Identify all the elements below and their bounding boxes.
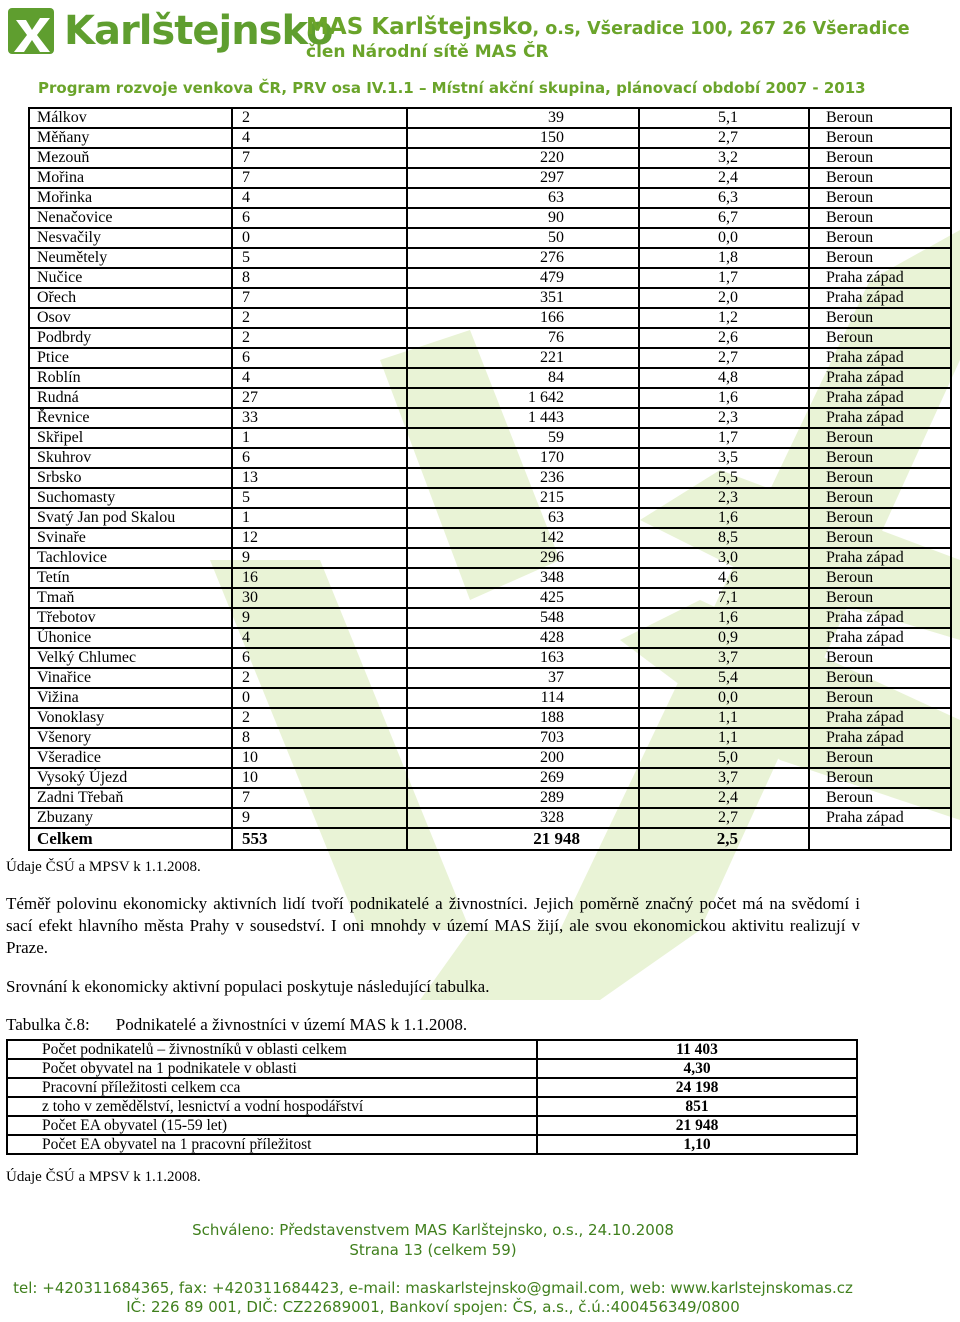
village-name: Ořech xyxy=(29,288,232,308)
table-row xyxy=(29,768,951,788)
col-4-value: 1,6 xyxy=(639,608,809,628)
summary-table-body xyxy=(7,1040,857,1154)
col-4-value: 3,2 xyxy=(639,148,809,168)
col-3-value: 90 xyxy=(407,208,639,228)
village-name: Zadni Třebaň xyxy=(29,788,232,808)
district: Praha západ xyxy=(809,808,951,828)
footer-page-number: Strana 13 (celkem 59) xyxy=(349,1241,517,1259)
village-name: Mořina xyxy=(29,168,232,188)
col-3-value: 63 xyxy=(407,188,639,208)
district: Praha západ xyxy=(809,548,951,568)
district: Beroun xyxy=(809,208,951,228)
table-caption-number: Tabulka č.8: xyxy=(6,1015,90,1034)
table-row xyxy=(29,688,951,708)
table-row xyxy=(29,708,951,728)
table-row xyxy=(29,748,951,768)
col-3-value: 114 xyxy=(407,688,639,708)
table-row xyxy=(29,528,951,548)
table-row xyxy=(29,308,951,328)
district: Beroun xyxy=(809,648,951,668)
col-4-value: 7,1 xyxy=(639,588,809,608)
col-2-value: 2 xyxy=(232,108,407,128)
col-3-value: 221 xyxy=(407,348,639,368)
district: Praha západ xyxy=(809,728,951,748)
village-name: Nenačovice xyxy=(29,208,232,228)
logo-text: Karlštejnsko xyxy=(64,8,333,54)
summary-label: Pracovní příležitosti celkem cca xyxy=(7,1078,537,1097)
col-3-value: 76 xyxy=(407,328,639,348)
col-4-value: 4,6 xyxy=(639,568,809,588)
village-name: Svinaře xyxy=(29,528,232,548)
summary-value: 4,30 xyxy=(537,1059,857,1078)
table-row xyxy=(29,328,951,348)
col-2-value: 9 xyxy=(232,808,407,828)
col-2-value: 6 xyxy=(232,648,407,668)
total-col5 xyxy=(809,828,951,850)
village-name: Mezouň xyxy=(29,148,232,168)
village-name: Roblín xyxy=(29,368,232,388)
col-2-value: 7 xyxy=(232,168,407,188)
district: Praha západ xyxy=(809,268,951,288)
district: Beroun xyxy=(809,748,951,768)
district: Beroun xyxy=(809,688,951,708)
table-row xyxy=(29,148,951,168)
village-name: Všenory xyxy=(29,728,232,748)
table-row xyxy=(29,448,951,468)
col-4-value: 1,1 xyxy=(639,708,809,728)
col-2-value: 6 xyxy=(232,448,407,468)
col-4-value: 0,0 xyxy=(639,688,809,708)
village-name: Tachlovice xyxy=(29,548,232,568)
col-3-value: 59 xyxy=(407,428,639,448)
district: Beroun xyxy=(809,188,951,208)
district: Praha západ xyxy=(809,628,951,648)
table-row xyxy=(29,188,951,208)
col-2-value: 10 xyxy=(232,748,407,768)
col-4-value: 2,3 xyxy=(639,488,809,508)
col-2-value: 10 xyxy=(232,768,407,788)
district: Beroun xyxy=(809,248,951,268)
district: Beroun xyxy=(809,448,951,468)
table-row xyxy=(29,568,951,588)
col-2-value: 13 xyxy=(232,468,407,488)
col-4-value: 2,4 xyxy=(639,168,809,188)
col-3-value: 84 xyxy=(407,368,639,388)
col-4-value: 1,8 xyxy=(639,248,809,268)
col-4-value: 3,7 xyxy=(639,768,809,788)
table-row xyxy=(29,348,951,368)
table-row xyxy=(7,1040,857,1059)
source-note: Údaje ČSÚ a MPSV k 1.1.2008. xyxy=(6,859,201,875)
org-address: , o.s, Všeradice 100, 267 26 Všeradice xyxy=(532,19,910,39)
col-2-value: 33 xyxy=(232,408,407,428)
col-2-value: 30 xyxy=(232,588,407,608)
table-caption-title: Podnikatelé a živnostníci v území MAS k 1.1.2008. xyxy=(115,1015,468,1034)
village-name: Neumětely xyxy=(29,248,232,268)
district: Beroun xyxy=(809,788,951,808)
col-4-value: 1,6 xyxy=(639,508,809,528)
table-row xyxy=(29,648,951,668)
village-name: Řevnice xyxy=(29,408,232,428)
col-3-value: 1 443 xyxy=(407,408,639,428)
col-4-value: 0,0 xyxy=(639,228,809,248)
col-3-value: 276 xyxy=(407,248,639,268)
col-4-value: 8,5 xyxy=(639,528,809,548)
col-2-value: 5 xyxy=(232,248,407,268)
village-name: Mořinka xyxy=(29,188,232,208)
table-row xyxy=(29,268,951,288)
col-2-value: 1 xyxy=(232,508,407,528)
district: Beroun xyxy=(809,148,951,168)
org-name: MAS Karlštejnsko xyxy=(306,14,533,40)
footer-contact: tel: +420311684365, fax: +420311684423, e-mail: maskarlstejnsko@gmail.com, web: www.karlstejnskomas.cz xyxy=(13,1279,853,1297)
table-row xyxy=(7,1116,857,1135)
district: Praha západ xyxy=(809,368,951,388)
col-3-value: 479 xyxy=(407,268,639,288)
col-4-value: 4,8 xyxy=(639,368,809,388)
col-2-value: 7 xyxy=(232,288,407,308)
col-3-value: 188 xyxy=(407,708,639,728)
col-3-value: 1 642 xyxy=(407,388,639,408)
col-3-value: 142 xyxy=(407,528,639,548)
col-4-value: 0,9 xyxy=(639,628,809,648)
col-4-value: 5,0 xyxy=(639,748,809,768)
paragraph: Srovnání k ekonomicky aktivní populaci poskytuje následující tabulka. xyxy=(6,977,490,996)
summary-value: 851 xyxy=(537,1097,857,1116)
col-3-value: 163 xyxy=(407,648,639,668)
summary-value: 1,10 xyxy=(537,1135,857,1154)
village-name: Vižina xyxy=(29,688,232,708)
district: Beroun xyxy=(809,108,951,128)
col-3-value: 703 xyxy=(407,728,639,748)
col-3-value: 200 xyxy=(407,748,639,768)
table-row xyxy=(7,1059,857,1078)
col-3-value: 166 xyxy=(407,308,639,328)
col-2-value: 9 xyxy=(232,548,407,568)
col-2-value: 2 xyxy=(232,308,407,328)
village-name: Velký Chlumec xyxy=(29,648,232,668)
summary-value: 11 403 xyxy=(537,1040,857,1059)
table-row xyxy=(29,488,951,508)
table-row xyxy=(29,248,951,268)
col-4-value: 5,4 xyxy=(639,668,809,688)
col-3-value: 220 xyxy=(407,148,639,168)
footer-approved: Schváleno: Představenstvem MAS Karlštejnsko, o.s., 24.10.2008 xyxy=(192,1221,674,1239)
col-4-value: 5,1 xyxy=(639,108,809,128)
total-col2: 553 xyxy=(232,828,407,850)
table-row xyxy=(29,228,951,248)
col-2-value: 4 xyxy=(232,628,407,648)
table-row xyxy=(29,368,951,388)
col-2-value: 4 xyxy=(232,188,407,208)
total-col3: 21 948 xyxy=(407,828,639,850)
district: Beroun xyxy=(809,768,951,788)
col-2-value: 9 xyxy=(232,608,407,628)
district: Praha západ xyxy=(809,408,951,428)
col-2-value: 16 xyxy=(232,568,407,588)
village-name: Měňany xyxy=(29,128,232,148)
total-row xyxy=(29,828,951,850)
col-2-value: 27 xyxy=(232,388,407,408)
col-4-value: 2,7 xyxy=(639,808,809,828)
village-name: Všeradice xyxy=(29,748,232,768)
col-4-value: 2,7 xyxy=(639,348,809,368)
program-line: Program rozvoje venkova ČR, PRV osa IV.1.1 – Místní akční skupina, plánovací období 2007 - 2013 xyxy=(38,79,866,97)
district: Beroun xyxy=(809,228,951,248)
table-row xyxy=(29,668,951,688)
col-2-value: 7 xyxy=(232,788,407,808)
table-row xyxy=(29,808,951,828)
village-name: Tetín xyxy=(29,568,232,588)
village-name: Málkov xyxy=(29,108,232,128)
summary-label: Počet obyvatel na 1 podnikatele v oblasti xyxy=(7,1059,537,1078)
table-row xyxy=(29,288,951,308)
district: Beroun xyxy=(809,308,951,328)
village-name: Skuhrov xyxy=(29,448,232,468)
village-name: Nesvačily xyxy=(29,228,232,248)
district: Praha západ xyxy=(809,708,951,728)
table-row xyxy=(29,628,951,648)
col-3-value: 351 xyxy=(407,288,639,308)
table-caption xyxy=(6,1015,467,1035)
col-3-value: 50 xyxy=(407,228,639,248)
table-row xyxy=(29,548,951,568)
village-name: Osov xyxy=(29,308,232,328)
summary-value: 21 948 xyxy=(537,1116,857,1135)
district: Beroun xyxy=(809,468,951,488)
villages-table-body xyxy=(29,108,951,828)
org-name-address xyxy=(306,14,910,40)
col-2-value: 6 xyxy=(232,348,407,368)
table-row xyxy=(29,468,951,488)
col-3-value: 328 xyxy=(407,808,639,828)
col-4-value: 3,7 xyxy=(639,648,809,668)
col-4-value: 1,7 xyxy=(639,268,809,288)
table-row xyxy=(7,1078,857,1097)
col-4-value: 2,3 xyxy=(639,408,809,428)
table-row xyxy=(29,128,951,148)
district: Beroun xyxy=(809,568,951,588)
district: Beroun xyxy=(809,168,951,188)
col-3-value: 63 xyxy=(407,508,639,528)
table-row xyxy=(29,608,951,628)
village-name: Třebotov xyxy=(29,608,232,628)
summary-label: z toho v zemědělství, lesnictví a vodní hospodářství xyxy=(7,1097,537,1116)
village-name: Podbrdy xyxy=(29,328,232,348)
col-2-value: 8 xyxy=(232,268,407,288)
col-2-value: 0 xyxy=(232,688,407,708)
table-row xyxy=(29,728,951,748)
table-row xyxy=(29,108,951,128)
village-name: Svatý Jan pod Skalou xyxy=(29,508,232,528)
village-name: Zbuzany xyxy=(29,808,232,828)
col-4-value: 3,5 xyxy=(639,448,809,468)
col-2-value: 4 xyxy=(232,128,407,148)
total-label: Celkem xyxy=(29,828,232,850)
col-3-value: 548 xyxy=(407,608,639,628)
col-3-value: 296 xyxy=(407,548,639,568)
summary-label: Počet podnikatelů – živnostníků v oblasti celkem xyxy=(7,1040,537,1059)
col-4-value: 2,6 xyxy=(639,328,809,348)
table-row xyxy=(29,208,951,228)
total-col4: 2,5 xyxy=(639,828,809,850)
col-3-value: 428 xyxy=(407,628,639,648)
table-row xyxy=(29,388,951,408)
summary-label: Počet EA obyvatel na 1 pracovní příležitost xyxy=(7,1135,537,1154)
village-name: Tmaň xyxy=(29,588,232,608)
district: Beroun xyxy=(809,508,951,528)
table-row xyxy=(29,408,951,428)
district: Beroun xyxy=(809,428,951,448)
col-4-value: 5,5 xyxy=(639,468,809,488)
col-2-value: 1 xyxy=(232,428,407,448)
village-name: Rudná xyxy=(29,388,232,408)
col-3-value: 289 xyxy=(407,788,639,808)
col-4-value: 2,7 xyxy=(639,128,809,148)
summary-label: Počet EA obyvatel (15-59 let) xyxy=(7,1116,537,1135)
col-4-value: 2,4 xyxy=(639,788,809,808)
col-3-value: 150 xyxy=(407,128,639,148)
col-3-value: 236 xyxy=(407,468,639,488)
district: Beroun xyxy=(809,128,951,148)
table-row xyxy=(7,1097,857,1116)
col-2-value: 2 xyxy=(232,708,407,728)
col-3-value: 170 xyxy=(407,448,639,468)
col-2-value: 5 xyxy=(232,488,407,508)
col-4-value: 1,7 xyxy=(639,428,809,448)
district: Beroun xyxy=(809,588,951,608)
table-row xyxy=(29,588,951,608)
summary-value: 24 198 xyxy=(537,1078,857,1097)
village-name: Úhonice xyxy=(29,628,232,648)
col-2-value: 8 xyxy=(232,728,407,748)
district: Beroun xyxy=(809,528,951,548)
paragraph: Téměř polovinu ekonomicky aktivních lidí tvoří podnikatelé a živnostníci. Jejich poměrně značný počet má na svědomí i sací efekt hlavního města Prahy v sousedství. I oni mnohdy v území MAS žijí, ale svou ekonomickou aktivitu realizují v Praze. xyxy=(6,894,860,957)
district: Praha západ xyxy=(809,608,951,628)
col-3-value: 215 xyxy=(407,488,639,508)
district: Praha západ xyxy=(809,348,951,368)
col-4-value: 3,0 xyxy=(639,548,809,568)
karlstejnsko-logo xyxy=(6,6,333,62)
col-3-value: 39 xyxy=(407,108,639,128)
col-2-value: 12 xyxy=(232,528,407,548)
village-name: Vinařice xyxy=(29,668,232,688)
col-2-value: 2 xyxy=(232,328,407,348)
col-2-value: 2 xyxy=(232,668,407,688)
village-name: Ptice xyxy=(29,348,232,368)
org-member: člen Národní sítě MAS ČR xyxy=(306,42,549,62)
footer-ids: IČ: 226 89 001, DIČ: CZ22689001, Bankoví spojen: ČS, a.s., č.ú.:400456349/0800 xyxy=(126,1298,740,1316)
district: Beroun xyxy=(809,488,951,508)
col-3-value: 348 xyxy=(407,568,639,588)
col-3-value: 269 xyxy=(407,768,639,788)
district: Beroun xyxy=(809,668,951,688)
table-row xyxy=(29,168,951,188)
source-note: Údaje ČSÚ a MPSV k 1.1.2008. xyxy=(6,1169,201,1185)
col-3-value: 425 xyxy=(407,588,639,608)
village-name: Vysoký Újezd xyxy=(29,768,232,788)
col-3-value: 297 xyxy=(407,168,639,188)
col-2-value: 7 xyxy=(232,148,407,168)
col-3-value: 37 xyxy=(407,668,639,688)
village-name: Skřipel xyxy=(29,428,232,448)
villages-table xyxy=(28,107,952,851)
table-row xyxy=(29,428,951,448)
village-name: Vonoklasy xyxy=(29,708,232,728)
col-4-value: 1,1 xyxy=(639,728,809,748)
district: Praha západ xyxy=(809,388,951,408)
village-name: Nučice xyxy=(29,268,232,288)
col-4-value: 1,6 xyxy=(639,388,809,408)
district: Praha západ xyxy=(809,288,951,308)
table-row xyxy=(29,508,951,528)
table-row xyxy=(29,788,951,808)
col-4-value: 6,7 xyxy=(639,208,809,228)
col-2-value: 4 xyxy=(232,368,407,388)
page-header xyxy=(0,0,960,100)
summary-table xyxy=(6,1039,858,1155)
col-2-value: 0 xyxy=(232,228,407,248)
col-2-value: 6 xyxy=(232,208,407,228)
col-4-value: 6,3 xyxy=(639,188,809,208)
logo-x-icon xyxy=(6,6,62,62)
col-4-value: 2,0 xyxy=(639,288,809,308)
district: Beroun xyxy=(809,328,951,348)
table-row xyxy=(7,1135,857,1154)
col-4-value: 1,2 xyxy=(639,308,809,328)
village-name: Suchomasty xyxy=(29,488,232,508)
village-name: Srbsko xyxy=(29,468,232,488)
